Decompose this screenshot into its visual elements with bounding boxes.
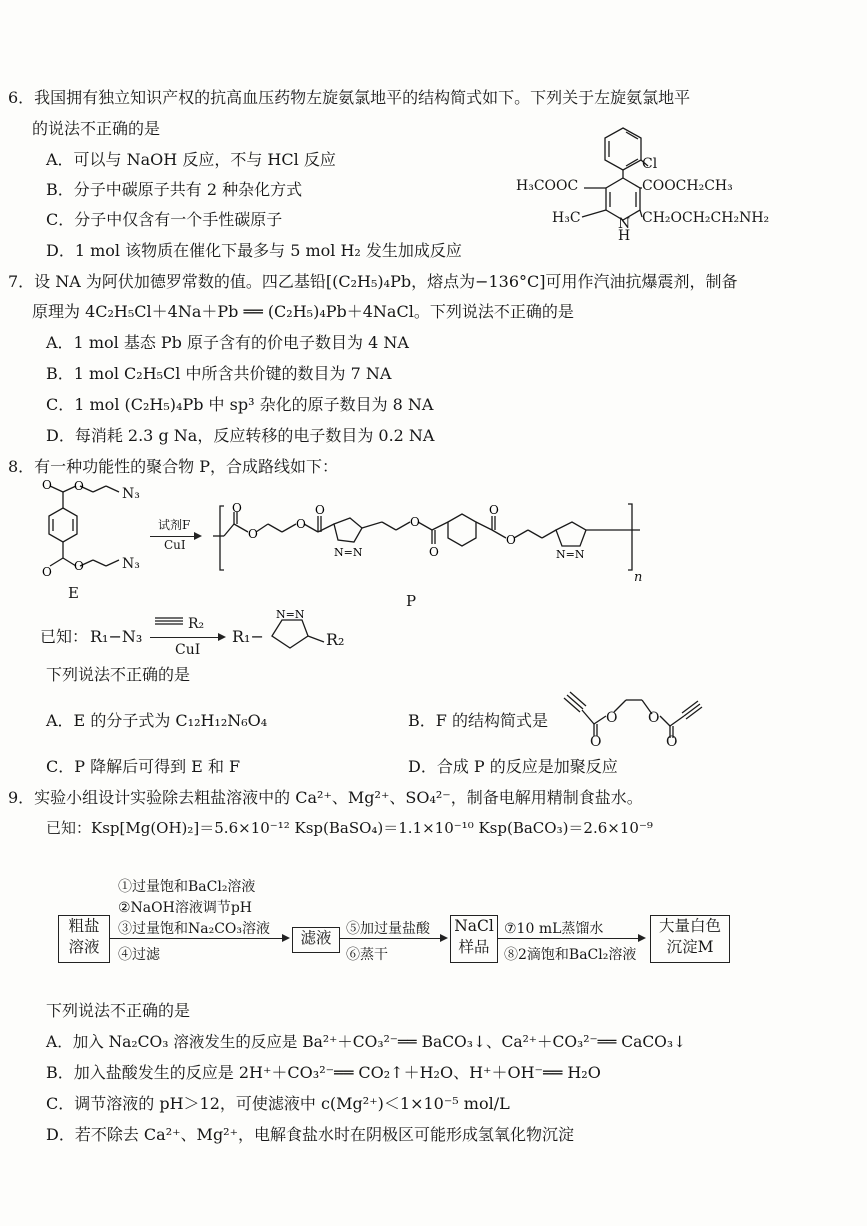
q9-step-7: ⑦10 mL蒸馏水 (504, 921, 604, 937)
q9-box-nacl-sample (450, 915, 498, 963)
q8-p-o6: O (429, 545, 439, 559)
q8-label-e: E (68, 584, 79, 602)
q9-box-precipitate-m-l2: 沉淀M (666, 938, 714, 956)
q8-option-b: B．F 的结构简式是 (408, 711, 548, 730)
q8-known-cui: CuI (175, 642, 201, 658)
q8-known-arrow (150, 637, 224, 638)
q6-right-ester: COOCH₂CH₃ (642, 178, 733, 194)
q8-option-c: C．P 降解后可得到 E 和 F (46, 757, 241, 776)
q9-option-a: A．加入 Na₂CO₃ 溶液发生的反应是 Ba²⁺＋CO₃²⁻══ BaCO₃↓、Ca²⁺＋CO₃²⁻══ CaCO₃↓ (46, 1033, 687, 1051)
q7-option-c: C．1 mol (C₂H₅)₄Pb 中 sp³ 杂化的原子数目为 8 NA (46, 395, 434, 414)
q9-option-b: B．加入盐酸发生的反应是 2H⁺＋CO₃²⁻══ CO₂↑＋H₂O、H⁺＋OH⁻══ H₂O (46, 1063, 601, 1082)
q6-cl-label: Cl (642, 156, 658, 172)
q6-option-d: D．1 mol 该物质在催化下最多与 5 mol H₂ 发生加成反应 (46, 241, 462, 260)
q6-left-ester: H₃COOC (516, 178, 579, 194)
q9-arrow-2 (340, 938, 446, 939)
q9-box-precipitate-m-l1: 大量白色 (658, 917, 721, 935)
q9-box-filtrate (292, 927, 340, 953)
q8-option-d: D．合成 P 的反应是加聚反应 (408, 757, 618, 776)
q8-option-b-o2: O (590, 734, 602, 750)
q8-compound-e-bonds (38, 478, 158, 602)
q6-stem-line2: 的说法不正确的是 (32, 119, 161, 138)
q6-methyl: H₃C (552, 210, 581, 226)
q9-stem: 9．实验小组设计实验除去粗盐溶液中的 Ca²⁺、Mg²⁺、SO₄²⁻，制备电解用精制食盐水。 (8, 788, 643, 807)
q8-known-r2-reagent: R₂ (188, 616, 205, 632)
q8-p-o2: O (248, 527, 258, 541)
q8-known-prefix: 已知： (40, 627, 89, 646)
q9-arrow-3 (498, 938, 644, 939)
q8-polymer-p-bonds (210, 500, 650, 580)
q8-p-o5: O (410, 515, 420, 529)
q9-box-nacl-sample-l1: NaCl (454, 917, 494, 935)
q8-option-b-structure (560, 690, 710, 750)
q7-stem-line1: 7．设 NA 为阿伏加德罗常数的值。四乙基铅[(C₂H₅)₄Pb，熔点为−136°C]可用作汽油抗爆震剂，制备 (8, 272, 738, 291)
q8-known-triazole-n: N=N (276, 608, 305, 621)
q6-side-chain: CH₂OCH₂CH₂NH₂ (642, 210, 770, 226)
q8-option-b-o4: O (666, 734, 678, 750)
q9-box-filtrate-l1: 滤液 (300, 929, 332, 947)
q8-polymer-p (210, 500, 650, 620)
q9-option-d: D．若不除去 Ca²⁺、Mg²⁺，电解食盐水时在阴极区可能形成氢氧化物沉淀 (46, 1125, 575, 1144)
q9-step-8: ⑧2滴饱和BaCl₂溶液 (504, 947, 637, 963)
q6-structure-diagram (512, 126, 772, 244)
q8-e-o3: O (42, 565, 52, 579)
q8-reagent-f: 试剂F (158, 518, 191, 532)
q8-p-o7: O (489, 503, 499, 517)
q8-e-o4: O (74, 559, 84, 573)
q6-ring-n: N (618, 216, 631, 232)
q9-step-1: ①过量饱和BaCl₂溶液 (118, 879, 256, 895)
q8-option-b-o1: O (606, 710, 618, 726)
q8-p-triazole2-n: N=N (556, 548, 585, 561)
q8-known-triazole (262, 606, 332, 656)
q8-known-product-r2: R₂ (326, 630, 345, 649)
q7-option-a: A．1 mol 基态 Pb 原子含有的价电子数目为 4 NA (46, 333, 409, 352)
q9-step-5: ⑤加过量盐酸 (346, 921, 430, 937)
q9-question: 下列说法不正确的是 (46, 1001, 191, 1020)
q6-stem-line1: 6．我国拥有独立知识产权的抗高血压药物左旋氨氯地平的结构简式如下。下列关于左旋氨氯地平 (8, 88, 691, 107)
q8-e-n3-top: N₃ (122, 486, 140, 502)
q9-step-6: ⑥蒸干 (346, 947, 388, 963)
q9-step-4: ④过滤 (118, 947, 160, 963)
q8-p-o8: O (506, 533, 516, 547)
q9-box-crude-salt (58, 915, 110, 963)
q8-label-p: P (406, 592, 417, 610)
q9-known-ksp: 已知：Ksp[Mg(OH)₂]＝5.6×10⁻¹² Ksp(BaSO₄)＝1.1×10⁻¹⁰ Ksp(BaCO₃)＝2.6×10⁻⁹ (46, 819, 653, 837)
q8-option-b-o3: O (648, 710, 660, 726)
q8-p-triazole1-n: N=N (334, 546, 363, 559)
q6-option-b: B．分子中碳原子共有 2 种杂化方式 (46, 180, 303, 199)
q8-question: 下列说法不正确的是 (46, 665, 191, 684)
q9-box-precipitate-m (650, 915, 730, 963)
q6-option-c: C．分子中仅含有一个手性碳原子 (46, 210, 283, 229)
q8-p-o4: O (315, 503, 325, 517)
q8-polymer-n: n (634, 570, 643, 585)
q9-arrow-1 (110, 938, 288, 939)
q8-catalyst: CuI (164, 538, 186, 552)
q8-known-r1n3: R₁−N₃ (90, 627, 143, 646)
q8-e-o2: O (74, 479, 84, 493)
q8-compound-e (38, 478, 158, 602)
q9-step-2: ②NaOH溶液调节pH (118, 900, 253, 916)
q8-p-o1: O (232, 501, 242, 515)
q7-stem-line2: 原理为 4C₂H₅Cl＋4Na＋Pb ══ (C₂H₅)₄Pb＋4NaCl。下列说法不正确的是 (32, 302, 574, 321)
q9-box-crude-salt-l2: 溶液 (68, 938, 100, 956)
q8-option-a: A．E 的分子式为 C₁₂H₁₂N₆O₄ (46, 711, 268, 730)
q8-e-n3-bottom: N₃ (122, 556, 140, 572)
q9-box-crude-salt-l1: 粗盐 (68, 917, 100, 935)
q7-option-d: D．每消耗 2.3 g Na，反应转移的电子数目为 0.2 NA (46, 426, 435, 445)
q6-ring-h: H (618, 228, 631, 244)
q8-reaction-arrow (150, 536, 200, 537)
q8-p-o3: O (296, 517, 306, 531)
q9-box-nacl-sample-l2: 样品 (458, 938, 490, 956)
q8-e-o1: O (42, 478, 52, 492)
q9-step-3: ③过量饱和Na₂CO₃溶液 (118, 921, 271, 937)
q8-known-alkyne (155, 616, 185, 626)
q8-stem: 8．有一种功能性的聚合物 P，合成路线如下： (8, 457, 339, 476)
q9-option-c: C．调节溶液的 pH＞12，可使滤液中 c(Mg²⁺)＜1×10⁻⁵ mol/L (46, 1094, 510, 1113)
q8-known-product-r1: R₁− (232, 627, 264, 646)
q6-option-a: A．可以与 NaOH 反应，不与 HCl 反应 (46, 150, 336, 169)
q7-option-b: B．1 mol C₂H₅Cl 中所含共价键的数目为 7 NA (46, 364, 392, 383)
